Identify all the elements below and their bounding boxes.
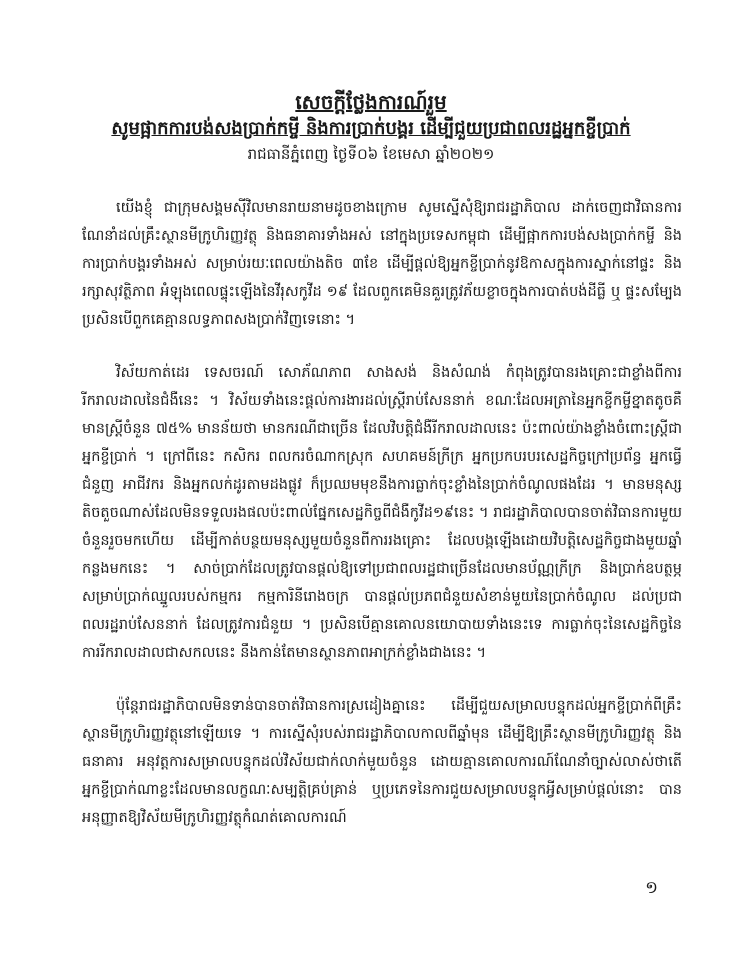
paragraph: យើងខ្ញុំ ជាក្រុមសង្គមស៊ីវិលមានរាយនាមដូចខាងក្រោម សូមស្នើសុំឱ្យរាជរដ្ឋាភិបាល ដាក់ចេញជាវិធានការណែនាំដល់គ្រឹះស្ថានមីក្រូហិរញ្ញវត្ថុ និងធនាគារទាំងអស់ នៅក្នុងប្រទេសកម្ពុជា ដើម្បីផ្អាកការបង់សងប្រាក់កម្ចី និងការប្រាក់បង្គរទាំងអស់ សម្រាប់រយៈពេលយ៉ាងតិច ៣ខែ ដើម្បីផ្ដល់ឱ្យអ្នកខ្ចីប្រាក់នូវឱកាសក្នុងការស្នាក់នៅផ្ទះ និងរក្សាសុវត្ថិភាព អំឡុងពេលផ្ទុះឡើងនៃវីរុសកូវីដ ១៩ ដែលពួកគេមិនគួរត្រូវភ័យខ្លាចក្នុងការបាត់បង់ដីធ្លី ឬ ផ្ទះសម្បែង ប្រសិនបើពួកគេគ្មានលទ្ធភាពសងប្រាក់វិញទេនោះ ។ [82, 200, 682, 328]
document-body [82, 194, 682, 857]
statement-title: សេចក្ដីថ្លែងការណ៍រួម [295, 90, 447, 114]
page-number: ១ [645, 878, 658, 898]
date-line: រាជធានីភ្នំពេញ ថ្ងៃទី០៦ ខែមេសា ឆ្នាំ២០២១ [247, 145, 495, 163]
paragraph: វិស័យកាត់ដេរ ទេសចរណ៍ សោភ័ណភាព សាងសង់ និងសំណង់ កំពុងត្រូវបានរងគ្រោះជាខ្លាំងពីការរីករាលដាលនៃជំងឺនេះ ។ វិស័យទាំងនេះផ្ដល់ការងារដល់ស្ត្រីរាប់សែននាក់ ខណៈដែលអត្រានៃអ្នកខ្ចីកម្ចីខ្នាតតូចគឺមានស្ត្រីចំនួន ៧៥% មានន័យថា មានករណីជាច្រើន ដែលវិបត្តិជំងឺរីករាលដាលនេះ ប៉ះពាល់យ៉ាងខ្លាំងចំពោះស្ត្រីជាអ្នកខ្ចីប្រាក់ ។ ក្រៅពីនេះ កសិករ ពលករចំណាកស្រុក សហគមន៍ក្រីក្រ អ្នកប្រកបរបរសេដ្ឋកិច្ចក្រៅប្រព័ន្ធ អ្នកធ្វើជំនួញ អាជីវករ និងអ្នកលក់ដូរតាមដងផ្លូវ ក៏ប្រឈមមុខនឹងការធ្លាក់ចុះខ្លាំងនៃប្រាក់ចំណូលផងដែរ ។ មានមនុស្សតិចតួចណាស់ដែលមិនទទួលរងផលប៉ះពាល់ផ្នែកសេដ្ឋកិច្ចពីជំងឺកូវីដ១៩នេះ ។ រាជរដ្ឋាភិបាលបានចាត់វិធានការមួយចំនួនរួចមកហើយ ដើម្បីកាត់បន្ថយមនុស្សមួយចំនួនពីការរងគ្រោះ ដែលបង្កឡើងដោយវិបត្តិសេដ្ឋកិច្ចជាងមួយឆ្នាំកន្លងមកនេះ ។ សាច់ប្រាក់ដែលត្រូវបានផ្ដល់ឱ្យទៅប្រជាពលរដ្ឋជាច្រើនដែលមានប័ណ្ណក្រីក្រ និងប្រាក់ឧបត្ថម្ភសម្រាប់ប្រាក់ឈ្នួលរបស់កម្មករ កម្មការិនីរោងចក្រ បានផ្ដល់ប្រភពជំនួយសំខាន់មួយនៃប្រាក់ចំណូល ដល់ប្រជាពលរដ្ឋរាប់សែននាក់ ដែលត្រូវការជំនួយ ។ ប្រសិនបើគ្មានគោលនយោបាយទាំងនេះទេ ការធ្លាក់ចុះនៃសេដ្ឋកិច្ចនៃការរីករាលដាលជាសកលនេះ នឹងកាន់តែមានស្ថានភាពអាក្រក់ខ្លាំងជាងនេះ ។ [82, 365, 682, 661]
statement-subtitle: សូមផ្អាកការបង់សងប្រាក់កម្ចី និងការប្រាក់បង្គរ ដើម្បីជួយប្រជាពលរដ្ឋអ្នកខ្ចីប្រាក់ [111, 118, 631, 139]
document-header [60, 88, 682, 166]
paragraph: ប៉ុន្តែរាជរដ្ឋាភិបាលមិនទាន់បានចាត់វិធានការស្រដៀងគ្នានេះ ដើម្បីជួយសម្រាលបន្ទុកដល់អ្នកខ្ចីប្រាក់ពីគ្រឹះស្ថានមីក្រូហិរញ្ញវត្ថុនៅឡើយទេ ។ ការស្នើសុំរបស់រាជរដ្ឋាភិបាលកាលពីឆ្នាំមុន ដើម្បីឱ្យគ្រឹះស្ថានមីក្រូហិរញ្ញវត្ថុ និងធនាគារ អនុវត្តការសម្រាលបន្ទុកដល់វិស័យជាក់លាក់មួយចំនួន ដោយគ្មានគោលការណ៍ណែនាំច្បាស់លាស់ថាតើអ្នកខ្ចីប្រាក់ណាខ្លះដែលមានលក្ខណៈសម្បត្តិគ្រប់គ្រាន់ ឬប្រភេទនៃការជួយសម្រាលបន្ទុកអ្វីសម្រាប់ផ្ដល់នោះ បានអនុញ្ញាតឱ្យវិស័យមីក្រូហិរញ្ញវត្ថុកំណត់គោលការណ៍ [82, 698, 682, 826]
